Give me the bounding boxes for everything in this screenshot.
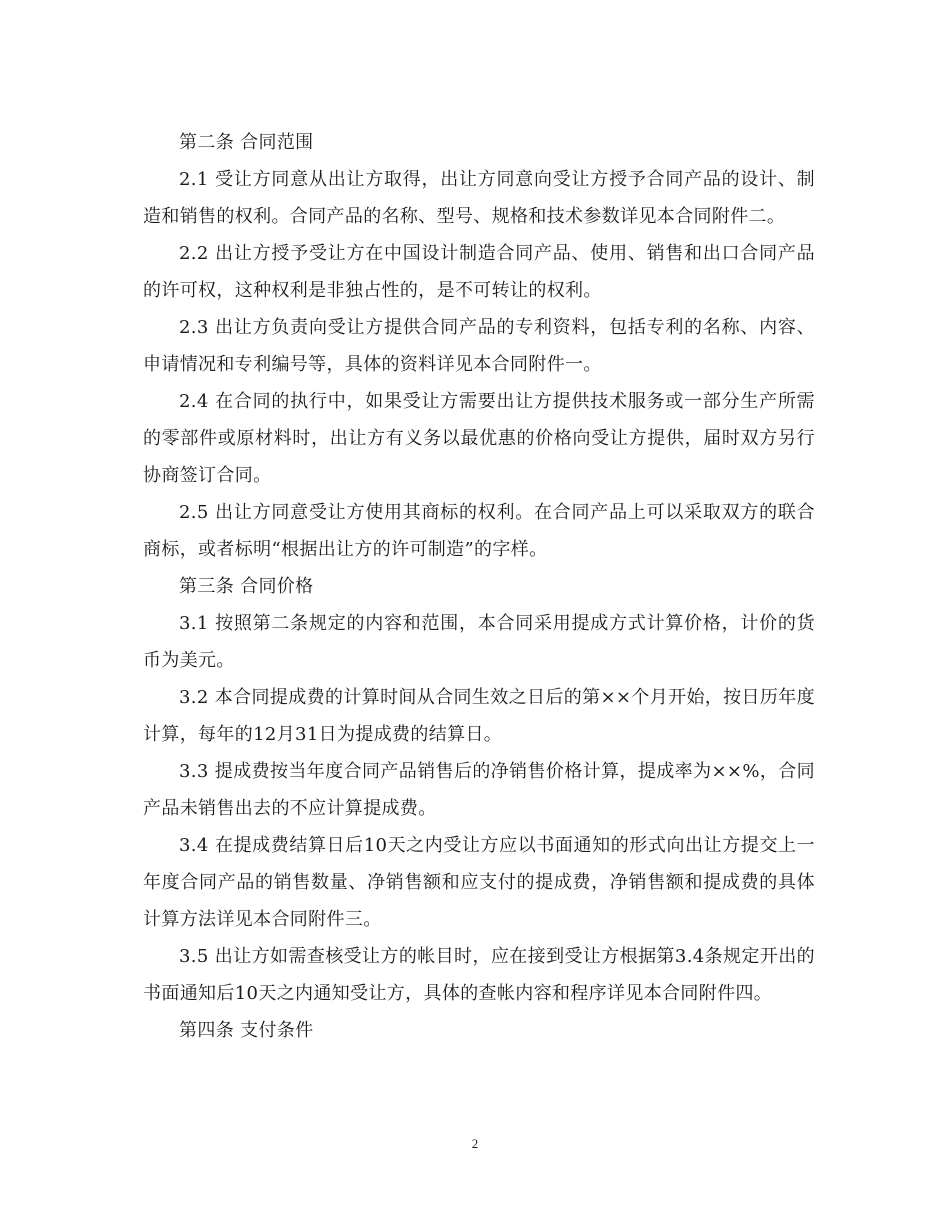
clause-3-5: 3.5 出让方如需查核受让方的帐目时，应在接到受让方根据第3.4条规定开出的书面通知后10天之内通知受让方，具体的查帐内容和程序详见本合同附件四。 <box>143 946 815 1004</box>
section-heading-2: 第二条 合同范围 <box>179 132 314 153</box>
clause-2-2: 2.2 出让方授予受让方在中国设计制造合同产品、使用、销售和出口合同产品的许可权，这种权利是非独占性的，是不可转让的权利。 <box>143 243 815 301</box>
clause-2-4: 2.4 在合同的执行中，如果受让方需要出让方提供技术服务或一部分生产所需的零部件或原材料时，出让方有义务以最优惠的价格向受让方提供，届时双方另行协商签订合同。 <box>143 391 815 486</box>
clause-3-3: 3.3 提成费按当年度合同产品销售后的净销售价格计算，提成率为××%，合同产品未销售出去的不应计算提成费。 <box>143 761 815 819</box>
section-heading-4: 第四条 支付条件 <box>179 1020 314 1041</box>
clause-2-3: 2.3 出让方负责向受让方提供合同产品的专利资料，包括专利的名称、内容、申请情况和专利编号等，具体的资料详见本合同附件一。 <box>143 317 815 375</box>
clause-2-1: 2.1 受让方同意从出让方取得，出让方同意向受让方授予合同产品的设计、制造和销售的权利。合同产品的名称、型号、规格和技术参数详见本合同附件二。 <box>143 169 815 227</box>
document-body <box>143 124 815 1049</box>
clause-3-1: 3.1 按照第二条规定的内容和范围，本合同采用提成方式计算价格，计价的货币为美元。 <box>143 613 815 671</box>
clause-3-4: 3.4 在提成费结算日后10天之内受让方应以书面通知的形式向出让方提交上一年度合同产品的销售数量、净销售额和应支付的提成费，净销售额和提成费的具体计算方法详见本合同附件三。 <box>143 835 815 930</box>
clause-3-2: 3.2 本合同提成费的计算时间从合同生效之日后的第××个月开始，按日历年度计算，每年的12月31日为提成费的结算日。 <box>143 687 815 745</box>
clause-2-5: 2.5 出让方同意受让方使用其商标的权利。在合同产品上可以采取双方的联合商标，或者标明“根据出让方的许可制造”的字样。 <box>143 502 815 560</box>
section-heading-3: 第三条 合同价格 <box>179 576 314 597</box>
page-number: 2 <box>471 1136 479 1151</box>
